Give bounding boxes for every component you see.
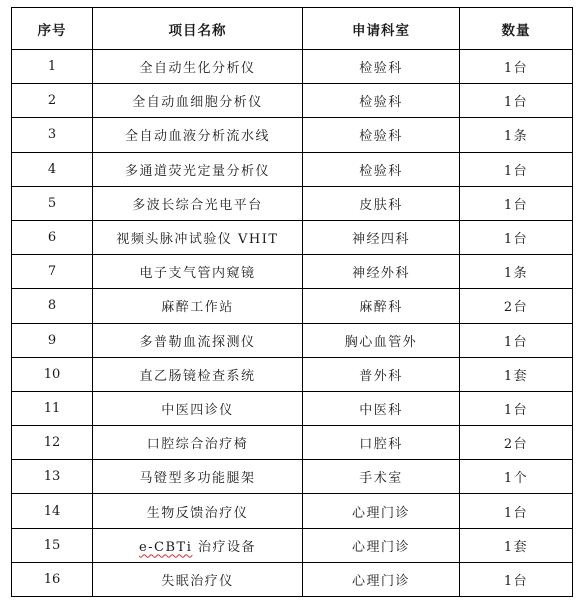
spellcheck-underlined-text: e-CBTi [138, 539, 193, 555]
cell-department: 心理门诊 [303, 528, 460, 562]
cell-department: 中医科 [303, 391, 460, 425]
cell-item-name: 多普勒血流探测仪 [93, 323, 303, 357]
cell-quantity: 1台 [460, 84, 573, 118]
cell-department: 检验科 [303, 84, 460, 118]
cell-quantity: 1台 [460, 494, 573, 528]
cell-serial-number: 5 [12, 186, 93, 220]
cell-item-name: 视频头脉冲试验仪 VHIT [93, 220, 303, 254]
cell-quantity: 1台 [460, 152, 573, 186]
cell-quantity: 1个 [460, 460, 573, 494]
table-row [12, 84, 573, 118]
table-row [12, 528, 573, 562]
cell-department: 神经四科 [303, 220, 460, 254]
table-row [12, 391, 573, 425]
cell-serial-number: 4 [12, 152, 93, 186]
equipment-table-container [11, 7, 573, 597]
cell-serial-number: 14 [12, 494, 93, 528]
table-row [12, 289, 573, 323]
equipment-table [11, 7, 573, 597]
table-row [12, 323, 573, 357]
header-serial-number: 序号 [12, 8, 93, 50]
header-item-name: 项目名称 [93, 8, 303, 50]
table-row [12, 255, 573, 289]
cell-serial-number: 11 [12, 391, 93, 425]
table-row [12, 118, 573, 152]
header-department: 申请科室 [303, 8, 460, 50]
table-row [12, 460, 573, 494]
table-row [12, 494, 573, 528]
cell-quantity: 1条 [460, 255, 573, 289]
cell-serial-number: 6 [12, 220, 93, 254]
cell-quantity: 1台 [460, 562, 573, 596]
cell-department: 检验科 [303, 50, 460, 84]
cell-serial-number: 1 [12, 50, 93, 84]
cell-serial-number: 10 [12, 357, 93, 391]
cell-quantity: 1条 [460, 118, 573, 152]
cell-serial-number: 12 [12, 426, 93, 460]
cell-department: 普外科 [303, 357, 460, 391]
header-quantity: 数量 [460, 8, 573, 50]
cell-item-name: 全自动血细胞分析仪 [93, 84, 303, 118]
cell-serial-number: 3 [12, 118, 93, 152]
cell-quantity: 1台 [460, 323, 573, 357]
table-row [12, 562, 573, 596]
cell-item-name: 多通道荧光定量分析仪 [93, 152, 303, 186]
cell-serial-number: 16 [12, 562, 93, 596]
cell-item-name: 马镫型多功能腿架 [93, 460, 303, 494]
cell-quantity: 1台 [460, 186, 573, 220]
cell-quantity: 1台 [460, 391, 573, 425]
cell-quantity: 1台 [460, 50, 573, 84]
cell-department: 皮肤科 [303, 186, 460, 220]
table-row [12, 50, 573, 84]
cell-serial-number: 9 [12, 323, 93, 357]
table-row [12, 357, 573, 391]
cell-department: 神经外科 [303, 255, 460, 289]
cell-department: 检验科 [303, 118, 460, 152]
cell-department: 心理门诊 [303, 494, 460, 528]
cell-serial-number: 8 [12, 289, 93, 323]
table-row [12, 426, 573, 460]
cell-serial-number: 2 [12, 84, 93, 118]
cell-item-name: 全自动生化分析仪 [93, 50, 303, 84]
cell-item-name: 口腔综合治疗椅 [93, 426, 303, 460]
cell-quantity: 1台 [460, 220, 573, 254]
cell-quantity: 1套 [460, 357, 573, 391]
cell-department: 检验科 [303, 152, 460, 186]
cell-department: 口腔科 [303, 426, 460, 460]
table-row [12, 152, 573, 186]
cell-item-name: 失眠治疗仪 [93, 562, 303, 596]
table-header-row [12, 8, 573, 50]
cell-item-name: 全自动血液分析流水线 [93, 118, 303, 152]
cell-quantity: 2台 [460, 289, 573, 323]
cell-item-name: 直乙肠镜检查系统 [93, 357, 303, 391]
cell-serial-number: 7 [12, 255, 93, 289]
cell-serial-number: 15 [12, 528, 93, 562]
cell-item-name: 中医四诊仪 [93, 391, 303, 425]
cell-department: 心理门诊 [303, 562, 460, 596]
cell-item-name [93, 528, 303, 562]
cell-department: 手术室 [303, 460, 460, 494]
table-row [12, 186, 573, 220]
cell-department: 胸心血管外 [303, 323, 460, 357]
table-row [12, 220, 573, 254]
cell-quantity: 1套 [460, 528, 573, 562]
item-name-text: 治疗设备 [192, 539, 257, 555]
cell-department: 麻醉科 [303, 289, 460, 323]
cell-item-name: 多波长综合光电平台 [93, 186, 303, 220]
cell-item-name: 生物反馈治疗仪 [93, 494, 303, 528]
cell-serial-number: 13 [12, 460, 93, 494]
cell-quantity: 2台 [460, 426, 573, 460]
cell-item-name: 电子支气管内窥镜 [93, 255, 303, 289]
cell-item-name: 麻醉工作站 [93, 289, 303, 323]
